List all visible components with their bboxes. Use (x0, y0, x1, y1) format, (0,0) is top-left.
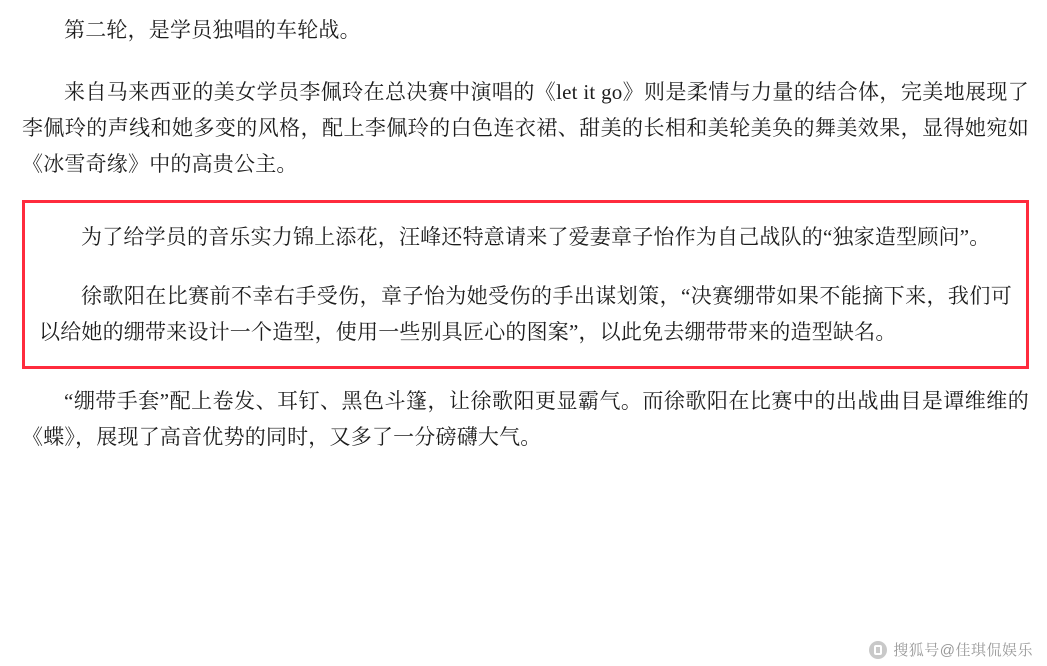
paragraph-wangfeng-zhangziyi: 为了给学员的音乐实力锦上添花，汪峰还特意请来了爱妻章子怡作为自己战队的“独家造型顾问”。 (81, 225, 991, 250)
paragraph-intro: 第二轮，是学员独唱的车轮战。 (64, 18, 361, 42)
avatar-circle-icon (869, 641, 887, 659)
paragraph-li-peiling: 来自马来西亚的美女学员李佩玲在总决赛中演唱的《let it go》则是柔情与力量的结合体，完美地展现了李佩玲的声线和她多变的风格，配上李佩玲的白色连衣裙、甜美的长相和美轮美奂的舞美效果，显得她宛如《冰雪奇缘》中的高贵公主。 (22, 80, 1029, 177)
paragraph-xugeyang-injury: 徐歌阳在比赛前不幸右手受伤，章子怡为她受伤的手出谋划策，“决赛绷带如果不能摘下来，我们可以给她的绷带来设计一个造型，使用一些别具匠心的图案”，以此免去绷带带来的造型缺名。 (39, 283, 1012, 344)
highlighted-region (22, 200, 1029, 368)
watermark-text: 搜狐号@佳琪侃娱乐 (893, 642, 1033, 659)
paragraph-bandage-gloves: “绷带手套”配上卷发、耳钉、黑色斗篷，让徐歌阳更显霸气。而徐歌阳在比赛中的出战曲目是谭维维的《蝶》，展现了高音优势的同时，又多了一分磅礴大气。 (22, 388, 1029, 449)
watermark (869, 639, 1033, 660)
